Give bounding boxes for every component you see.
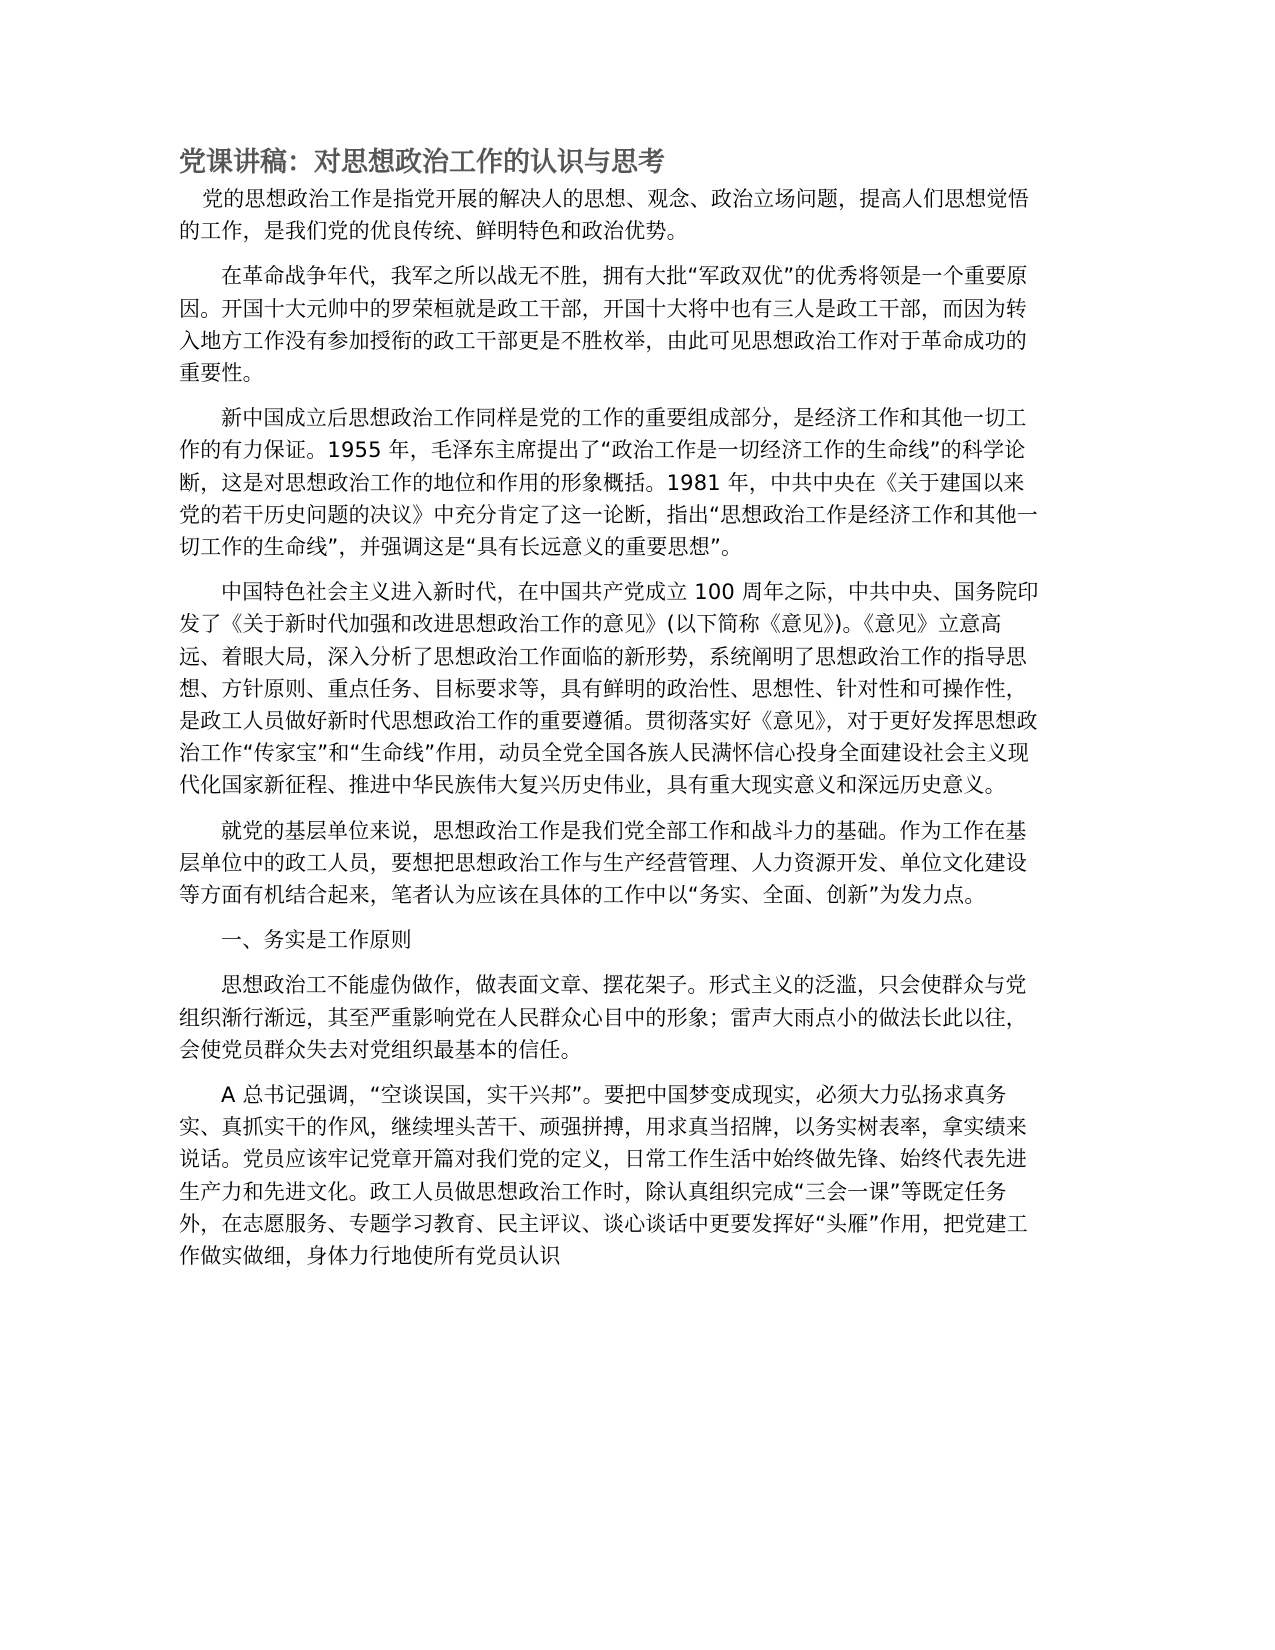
- paragraph-5: 就党的基层单位来说，思想政治工作是我们党全部工作和战斗力的基础。作为工作在基层单位中的政工人员，要想把思想政治工作与生产经营管理、人力资源开发、单位文化建设等方面有机结合起来，笔者认为应该在具体的工作中以“务实、全面、创新”为发力点。: [179, 818, 1027, 908]
- paragraph-1: 党的思想政治工作是指党开展的解决人的思想、观念、政治立场问题，提高人们思想觉悟的工作，是我们党的优良传统、鲜明特色和政治优势。: [179, 187, 1029, 244]
- paragraph-3: 新中国成立后思想政治工作同样是党的工作的重要组成部分，是经济工作和其他一切工作的有力保证。1955 年，毛泽东主席提出了“政治工作是一切经济工作的生命线”的科学论断，这是对思想政治工作的地位和作用的形象概括。1981 年，中共中央在《关于建国以来党的若干历史问题的决议》中充分肯定了这一论断，指出“思想政治工作是经济工作和其他一切工作的生命线”，并强调这是“具有长远意义的重要思想”。: [179, 406, 1039, 560]
- paragraph-4: 中国特色社会主义进入新时代，在中国共产党成立 100 周年之际，中共中央、国务院印发了《关于新时代加强和改进思想政治工作的意见》(以下简称《意见》)。《意见》立意高远、着眼大局，深入分析了思想政治工作面临的新形势，系统阐明了思想政治工作的指导思想、方针原则、重点任务、目标要求等，具有鲜明的政治性、思想性、针对性和可操作性，是政工人员做好新时代思想政治工作的重要遵循。贯彻落实好《意见》，对于更好发挥思想政治工作“传家宝”和“生命线”作用，动员全党全国各族人民满怀信心投身全面建设社会主义现代化国家新征程、推进中华民族伟大复兴历史伟业，具有重大现实意义和深远历史意义。: [179, 580, 1039, 798]
- paragraph-2: 在革命战争年代，我军之所以战无不胜，拥有大批“军政双优”的优秀将领是一个重要原因。开国十大元帅中的罗荣桓就是政工干部，开国十大将中也有三人是政工干部，而因为转入地方工作没有参加授衔的政工干部更是不胜枚举，由此可见思想政治工作对于革命成功的重要性。: [179, 264, 1028, 386]
- document-title: 党课讲稿：对思想政治工作的认识与思考: [179, 147, 665, 178]
- document-page: [179, 143, 1039, 1285]
- section-heading-1: 一、务实是工作原则: [221, 928, 412, 953]
- paragraph-7: A 总书记强调，“空谈误国，实干兴邦”。要把中国梦变成现实，必须大力弘扬求真务实、真抓实干的作风，继续埋头苦干、顽强拼搏，用求真当招牌，以务实树表率，拿实绩来说话。党员应该牢记党章开篇对我们党的定义，日常工作生活中始终做先锋、始终代表先进生产力和先进文化。政工人员做思想政治工作时，除认真组织完成“三会一课”等既定任务外，在志愿服务、专题学习教育、民主评议、谈心谈话中更要发挥好“头雁”作用，把党建工作做实做细，身体力行地使所有党员认识: [179, 1083, 1028, 1269]
- paragraph-6: 思想政治工不能虚伪做作，做表面文章、摆花架子。形式主义的泛滥，只会使群众与党组织渐行渐远，其至严重影响党在人民群众心目中的形象；雷声大雨点小的做法长此以往，会使党员群众失去对党组织最基本的信任。: [179, 973, 1027, 1062]
